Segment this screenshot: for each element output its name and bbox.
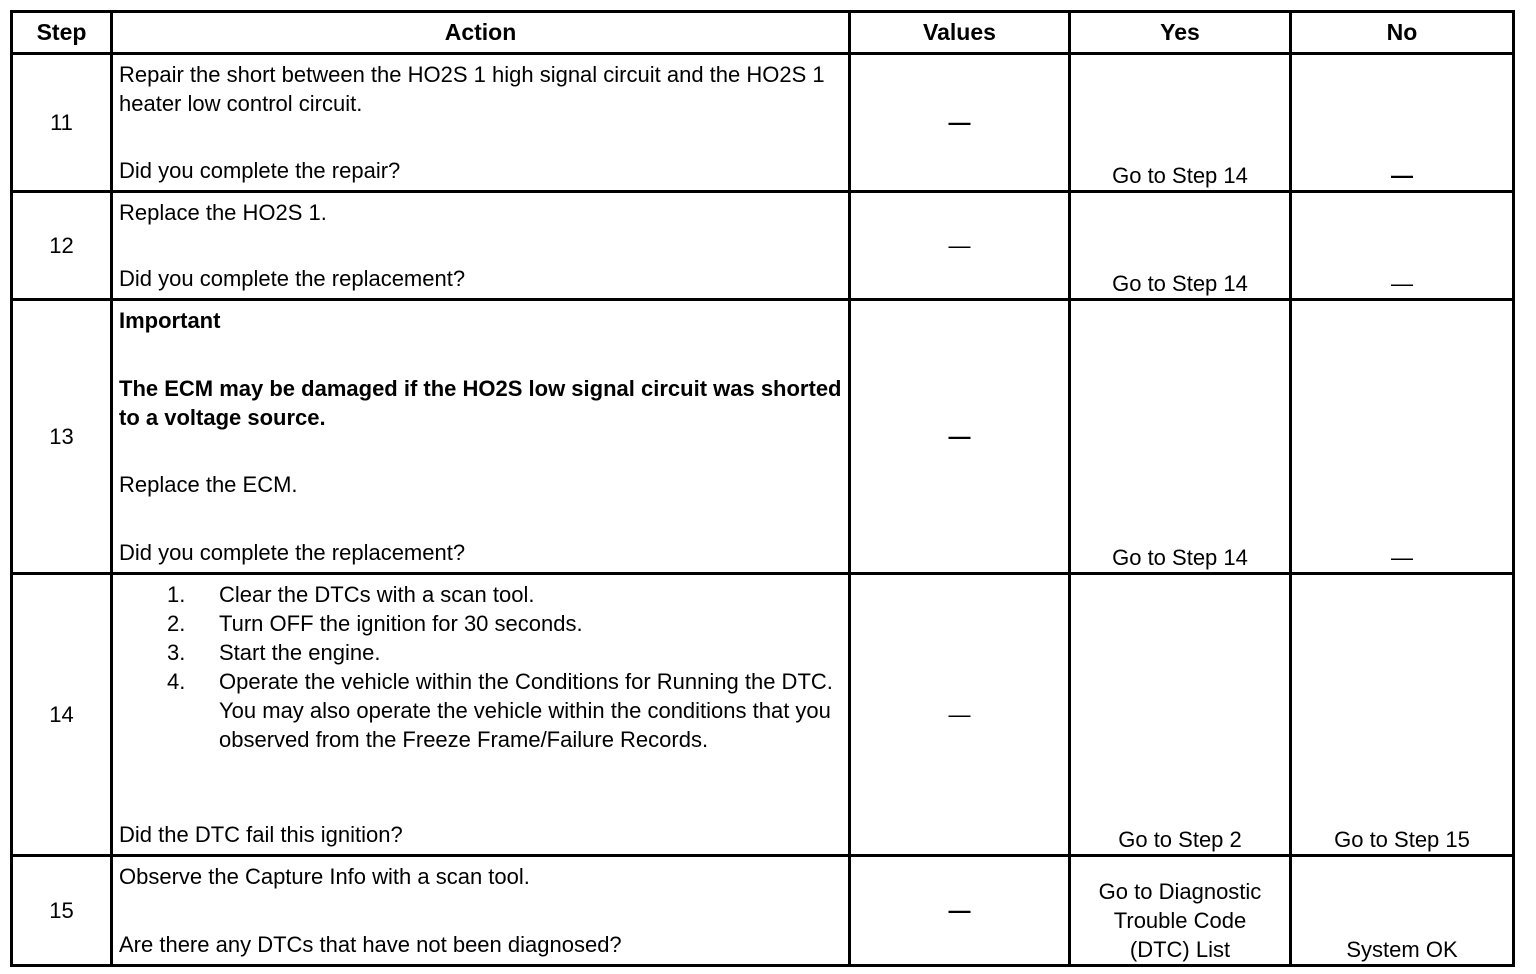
no-cell [1291, 192, 1514, 300]
step-number: 12 [12, 192, 112, 300]
action-cell [112, 856, 850, 966]
values-dash: — [948, 232, 971, 258]
values-cell [850, 54, 1070, 192]
list-item [167, 609, 842, 638]
values-cell [850, 300, 1070, 574]
no-dash: — [1391, 545, 1413, 570]
no-cell [1291, 300, 1514, 574]
values-dash: — [948, 423, 971, 449]
table-row [12, 574, 1514, 856]
action-question: Are there any DTCs that have not been diagnosed? [119, 932, 622, 957]
action-text: Repair the short between the HO2S 1 high signal circuit and the HO2S 1 heater low control circuit. [119, 62, 825, 116]
action-text: Replace the HO2S 1. [119, 200, 327, 225]
values-dash: — [948, 701, 971, 727]
table-row [12, 54, 1514, 192]
action-question: Did you complete the replacement? [119, 266, 466, 291]
no-cell [1291, 54, 1514, 192]
action-question: Did the DTC fail this ignition? [119, 822, 403, 847]
list-item-text: Start the engine. [219, 640, 381, 665]
header-no: No [1291, 12, 1514, 54]
values-dash: — [948, 109, 971, 135]
yes-cell: Go to Step 14 [1070, 54, 1291, 192]
yes-cell: Go to Diagnostic Trouble Code (DTC) List [1070, 856, 1291, 966]
step-number: 14 [12, 574, 112, 856]
header-row [12, 12, 1514, 54]
action-text: Replace the ECM. [119, 472, 298, 498]
action-question: Did you complete the repair? [119, 158, 401, 183]
yes-cell: Go to Step 14 [1070, 192, 1291, 300]
list-item [167, 638, 842, 667]
action-question: Did you complete the replacement? [119, 539, 466, 565]
header-yes: Yes [1070, 12, 1291, 54]
header-action: Action [112, 12, 850, 54]
step-number: 11 [12, 54, 112, 192]
step-number: 15 [12, 856, 112, 966]
values-cell [850, 192, 1070, 300]
list-item-number: 1. [167, 582, 186, 607]
list-item-number: 4. [167, 669, 186, 694]
header-values: Values [850, 12, 1070, 54]
list-item-number: 3. [167, 640, 186, 665]
no-cell: System OK [1291, 856, 1514, 966]
no-dash: — [1391, 163, 1413, 188]
values-dash: — [948, 897, 971, 923]
important-title: Important [119, 308, 221, 333]
no-cell: Go to Step 15 [1291, 574, 1514, 856]
action-cell [112, 54, 850, 192]
table-row [12, 192, 1514, 300]
yes-cell: Go to Step 2 [1070, 574, 1291, 856]
step-number: 13 [12, 300, 112, 574]
no-dash: — [1391, 271, 1413, 296]
list-item-text: Turn OFF the ignition for 30 seconds. [219, 611, 583, 636]
list-item [167, 580, 842, 609]
procedure-list [119, 580, 842, 754]
diagnostic-table [10, 10, 1515, 967]
table-row [12, 300, 1514, 574]
list-item-text: Operate the vehicle within the Conditions for Running the DTC. You may also operate the vehicle within the conditions that you observed from the Freeze Frame/Failure Records. [219, 669, 833, 752]
yes-cell: Go to Step 14 [1070, 300, 1291, 574]
action-cell [112, 574, 850, 856]
values-cell [850, 574, 1070, 856]
action-cell [112, 192, 850, 300]
list-item [167, 667, 842, 754]
list-item-number: 2. [167, 611, 186, 636]
important-text: The ECM may be damaged if the HO2S low signal circuit was shorted to a voltage source. [119, 375, 842, 430]
action-text: Observe the Capture Info with a scan tool. [119, 864, 530, 889]
list-item-text: Clear the DTCs with a scan tool. [219, 582, 535, 607]
header-step: Step [12, 12, 112, 54]
values-cell [850, 856, 1070, 966]
table-row [12, 856, 1514, 966]
action-cell [112, 300, 850, 574]
